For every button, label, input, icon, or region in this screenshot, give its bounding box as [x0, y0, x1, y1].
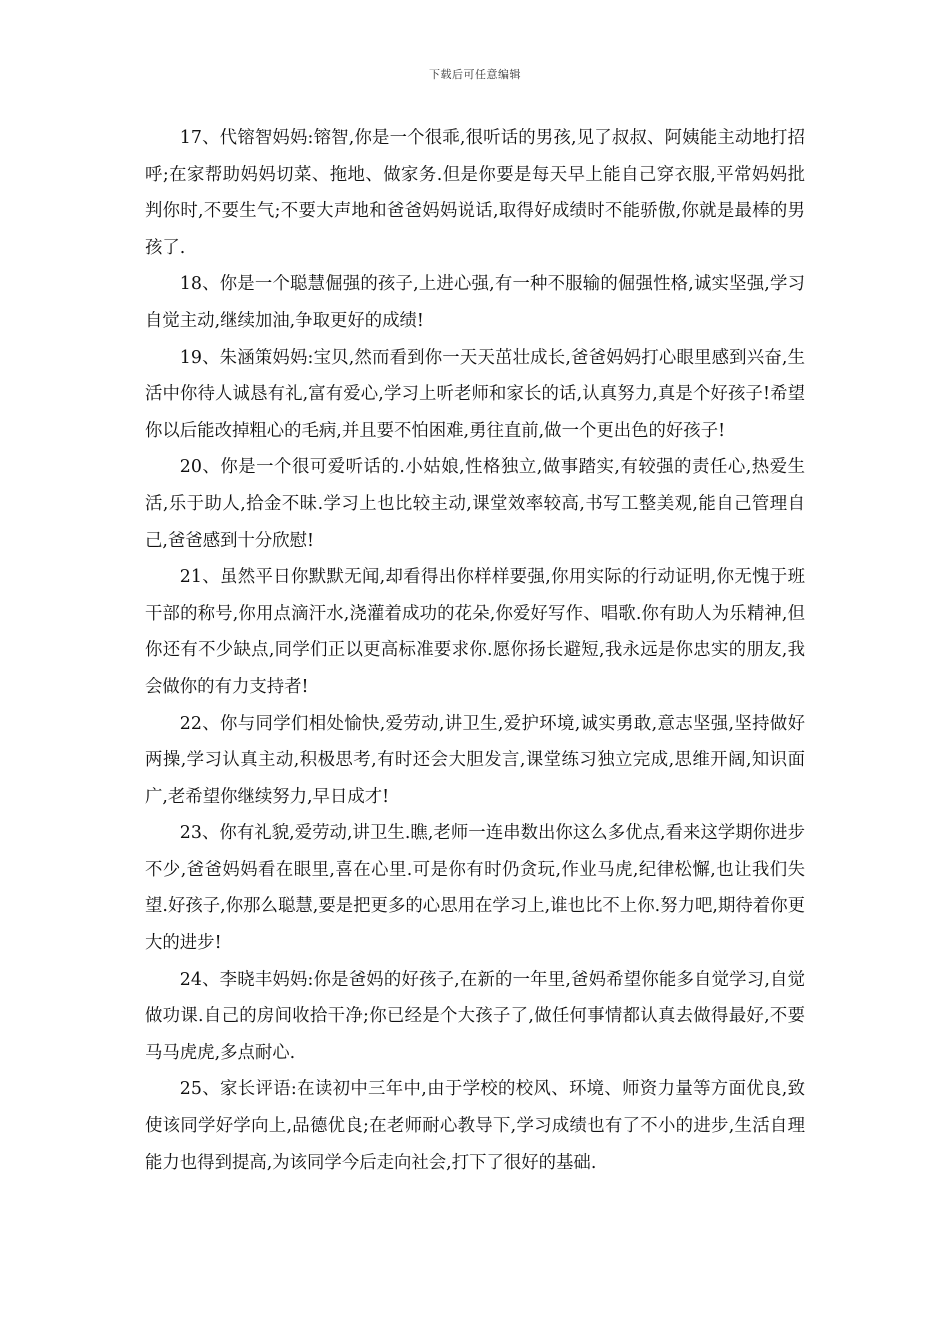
document-body — [145, 120, 805, 1181]
paragraph-19: 19、朱涵策妈妈:宝贝,然而看到你一天天茁壮成长,爸爸妈妈打心眼里感到兴奋,生活中你待人诚恳有礼,富有爱心,学习上听老师和家长的话,认真努力,真是个好孩子!希望你以后能改掉粗心的毛病,并且要不怕困难,勇往直前,做一个更出色的好孩子! — [145, 347, 805, 441]
paragraph-22: 22、你与同学们相处愉快,爱劳动,讲卫生,爱护环境,诚实勇敢,意志坚强,坚持做好两操,学习认真主动,积极思考,有时还会大胆发言,课堂练习独立完成,思维开阔,知识面广,老希望你继续努力,早日成才! — [145, 713, 805, 807]
paragraph-24: 24、李晓丰妈妈:你是爸妈的好孩子,在新的一年里,爸妈希望你能多自觉学习,自觉做功课.自己的房间收拾干净;你已经是个大孩子了,做任何事情都认真去做得最好,不要马马虎虎,多点耐心. — [145, 969, 805, 1063]
page-header: 下载后可任意编辑 — [429, 68, 521, 81]
paragraph-20: 20、你是一个很可爱听话的.小姑娘,性格独立,做事踏实,有较强的责任心,热爱生活,乐于助人,拾金不昧.学习上也比较主动,课堂效率较高,书写工整美观,能自己管理自己,爸爸感到十分欣慰! — [145, 457, 805, 551]
paragraph-18: 18、你是一个聪慧倔强的孩子,上进心强,有一种不服输的倔强性格,诚实坚强,学习自觉主动,继续加油,争取更好的成绩! — [145, 274, 805, 331]
paragraph-25: 25、家长评语:在读初中三年中,由于学校的校风、环境、师资力量等方面优良,致使该同学好学向上,品德优良;在老师耐心教导下,学习成绩也有了不小的进步,生活自理能力也得到提高,为该同学今后走向社会,打下了很好的基础. — [145, 1079, 805, 1173]
paragraph-21: 21、虽然平日你默默无闻,却看得出你样样要强,你用实际的行动证明,你无愧于班干部的称号,你用点滴汗水,浇灌着成功的花朵,你爱好写作、唱歌.你有助人为乐精神,但你还有不少缺点,同学们正以更高标准要求你.愿你扬长避短,我永远是你忠实的朋友,我会做你的有力支持者! — [145, 567, 805, 697]
paragraph-17: 17、代镕智妈妈:镕智,你是一个很乖,很听话的男孩,见了叔叔、阿姨能主动地打招呼;在家帮助妈妈切菜、拖地、做家务.但是你要是每天早上能自己穿衣服,平常妈妈批判你时,不要生气;不要大声地和爸爸妈妈说话,取得好成绩时不能骄傲,你就是最棒的男孩了. — [145, 128, 805, 258]
paragraph-23: 23、你有礼貌,爱劳动,讲卫生.瞧,老师一连串数出你这么多优点,看来这学期你进步不少,爸爸妈妈看在眼里,喜在心里.可是你有时仍贪玩,作业马虎,纪律松懈,也让我们失望.好孩子,你那么聪慧,要是把更多的心思用在学习上,谁也比不上你.努力吧,期待着你更大的进步! — [145, 823, 805, 954]
